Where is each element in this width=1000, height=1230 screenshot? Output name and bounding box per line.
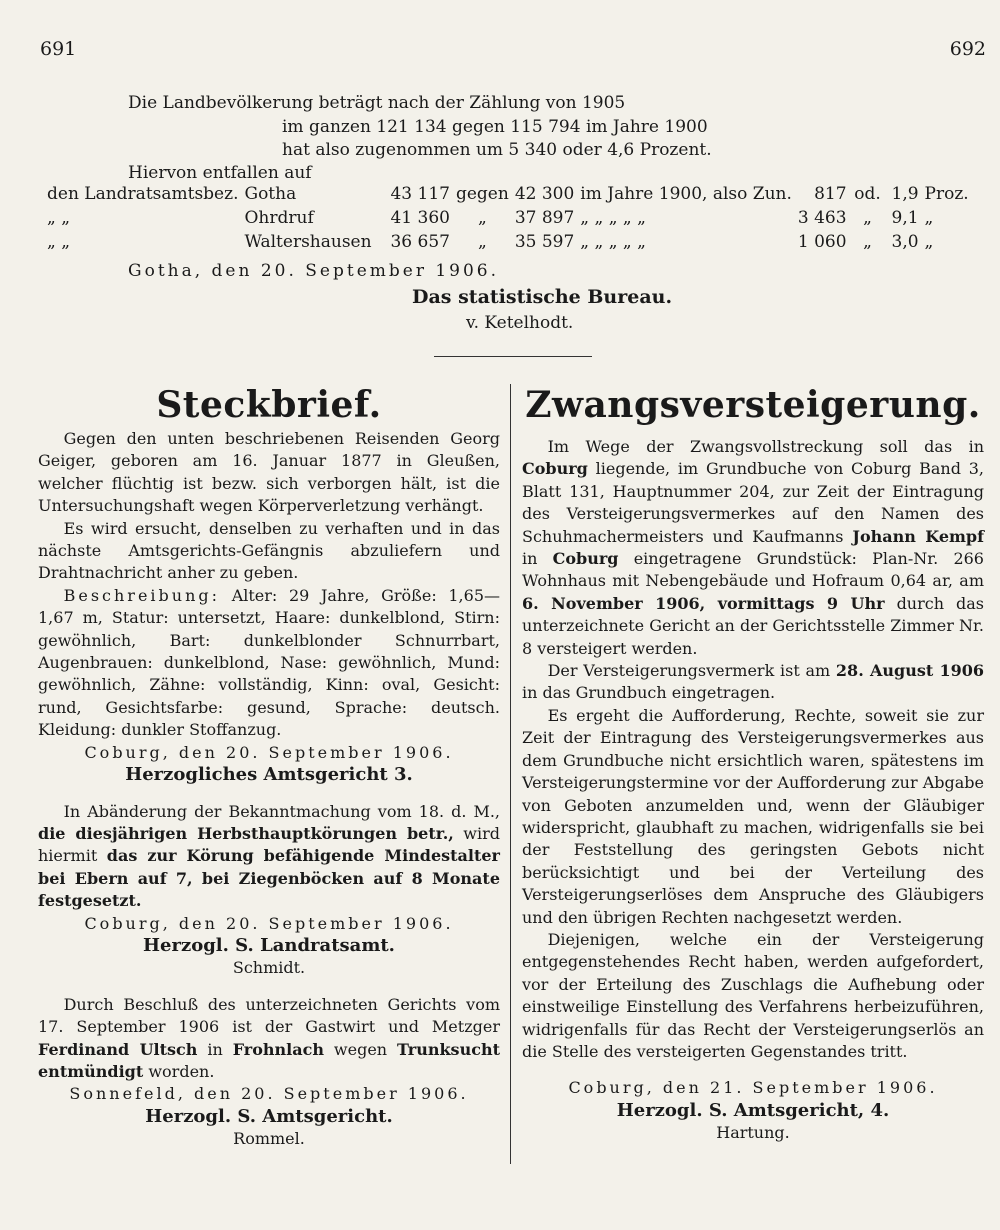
paragraph: [38, 585, 500, 742]
text-bold: Johann Kempf: [852, 526, 984, 546]
page-number-right: 692: [949, 38, 986, 60]
text: wird hiermit: [38, 823, 500, 866]
table-cell: 37 897: [514, 208, 575, 228]
right-title: Zwangsversteigerung.: [525, 384, 981, 426]
text-bold: 28. August 1906: [835, 661, 984, 681]
table-cell: „ „: [47, 208, 71, 228]
paragraph: [522, 436, 984, 660]
paragraph: Es ergeht die Aufforderung, Rechte, soweit sie zur Zeit der Eintragung des Versteigerungsvermerkes aus dem Grundbuche nicht ersichtlich waren, spätestens im Versteigerungstermine vor der Aufforderung zur Abgabe von Geboten anzumelden und, wenn der Gläubiger widerspricht, glaubhaft zu machen, widrigenfalls sie bei der Feststellung des geringsten Gebots nicht berücksichtigt und bei der Verteilung des Versteigerungserlöses dem Anspruche des Gläubigers und den übrigen Rechten nachgesetzt werden.: [522, 705, 984, 927]
text-bold: Trunksucht entmündigt: [38, 1039, 500, 1081]
right-column: [522, 382, 984, 1145]
table-cell: „ „ „ „ „: [580, 232, 646, 252]
place-date: Coburg, den 20. September 1906.: [84, 913, 454, 933]
stat-place-date: Gotha, den 20. September 1906.: [128, 261, 500, 281]
table-row: [44, 230, 972, 254]
text: eingetragene Grundstück: Plan-Nr. 266 Wohnhaus mit Nebengebäude und Hofraum 0,64 ar, am: [522, 549, 984, 591]
text-bold: 6. November 1906, vormittags 9 Uhr: [522, 593, 885, 613]
stat-name: v. Ketelhodt.: [466, 313, 574, 333]
text: Durch Beschluß des unterzeichneten Gerichts vom 17. September 1906 ist der Gastwirt und Metzger: [38, 994, 500, 1037]
signature: Herzogl. S. Amtsgericht, 4.: [616, 1099, 890, 1121]
text-bold: Coburg: [522, 459, 588, 479]
table-cell: Ohrdruf: [244, 208, 314, 228]
text: liegende, im Grundbuche von Coburg Band 3, Blatt 131, Hauptnummer 204, zur Zeit der Eintragung des Versteigerungsvermerkes auf den Namen des Schuhmachermeisters und Kaufmanns: [522, 459, 985, 546]
column-divider: [510, 384, 511, 1164]
signature: Herzogl. S. Landratsamt.: [143, 934, 395, 956]
table-cell: 9,1: [891, 208, 919, 228]
table-cell: „ „ „ „ „: [580, 208, 646, 228]
signatory-name: Rommel.: [233, 1129, 305, 1149]
stat-line-1: Die Landbevölkerung beträgt nach der Zählung von 1905: [128, 93, 626, 113]
paragraph: [522, 660, 984, 705]
table-cell: 1 060: [797, 232, 847, 252]
place-date: Sonnefeld, den 20. September 1906.: [69, 1084, 469, 1104]
paragraph: [38, 994, 500, 1084]
stat-line-2: im ganzen 121 134 gegen 115 794 im Jahre 1900: [282, 117, 708, 137]
text: in: [522, 549, 538, 569]
table-cell: im Jahre 1900, also Zun.: [580, 184, 792, 204]
table-cell: 43 117: [390, 184, 450, 204]
paragraph: Diejenigen, welche ein der Versteigerung entgegenstehendes Recht haben, werden aufgefordert, vor der Erteilung des Zuschlags die Aufhebung oder einstweilige Einstellung des Verfahrens herbeizuführen, widrigenfalls für das Recht der Versteigerungserlös an die Stelle des versteigerten Gegenstandes tritt.: [522, 929, 984, 1061]
table-cell: 3 463: [797, 208, 847, 228]
text: durch das unterzeichnete Gericht an der Gerichtsstelle Zimmer Nr. 8 versteigert werden.: [522, 593, 985, 658]
paragraph: [38, 801, 500, 913]
table-cell: Gotha: [244, 184, 297, 204]
text: In Abänderung der Bekanntmachung vom 18. d. M.,: [63, 801, 500, 821]
table-cell: „ „: [47, 232, 71, 252]
text-bold: die diesjährigen Herbsthauptkörungen betr.,: [38, 823, 454, 843]
signature: Herzogliches Amtsgericht 3.: [125, 764, 413, 786]
place-date: Coburg, den 20. September 1906.: [84, 742, 454, 762]
signature: Herzogl. S. Amtsgericht.: [145, 1105, 393, 1127]
table-cell: „: [863, 232, 872, 252]
text-bold: Ferdinand Ultsch: [38, 1039, 198, 1059]
table-cell: gegen: [455, 184, 509, 204]
page-number-left: 691: [40, 38, 77, 60]
table-cell: Proz.: [924, 184, 969, 204]
table-cell: „: [863, 208, 872, 228]
table-row: [44, 206, 972, 230]
table-cell: od.: [854, 184, 881, 204]
table-cell: 36 657: [390, 232, 450, 252]
left-title: Steckbrief.: [156, 384, 382, 426]
text: in: [207, 1039, 223, 1059]
table-cell: Waltershausen: [244, 232, 372, 252]
text: Alter: 29 Jahre, Größe: 1,65—1,67 m, Statur: untersetzt, Haare: dunkelblond, Stirn: gewöhnlich, Bart: dunkelblonder Schnurrbart, Augenbrauen: dunkelblond, Nase: gewöhnlich, Mund: gewöhnlich, Zähne: vollständig, Kinn: oval, Gesicht: rund, Gesichtsfarbe: gesund, Sprache: deutsch. Kleidung: dunkler Stoffanzug.: [38, 585, 500, 740]
stat-line-4: Hiervon entfallen auf: [128, 163, 312, 183]
table-row: [44, 182, 972, 206]
text: Im Wege der Zwangsvollstreckung soll das in: [547, 437, 984, 456]
text: in das Grundbuch eingetragen.: [522, 683, 776, 703]
table-cell: „: [477, 232, 487, 252]
text: wegen: [333, 1039, 388, 1059]
population-table: [44, 182, 972, 254]
label: Beschreibung:: [63, 585, 221, 605]
left-column: [38, 382, 500, 1151]
paragraph: Es wird ersucht, denselben zu verhaften und in das nächste Amtsgerichts-Gefängnis abzuliefern und Drahtnachricht anher zu geben.: [38, 518, 500, 583]
stat-office-signature: Das statistische Bureau.: [412, 286, 673, 308]
table-cell: 817: [814, 184, 847, 204]
text: Der Versteigerungsvermerk ist am: [547, 661, 831, 681]
stat-line-3: hat also zugenommen um 5 340 oder 4,6 Prozent.: [282, 140, 712, 160]
table-cell: 3,0: [891, 232, 919, 252]
text-bold: Frohnlach: [232, 1039, 324, 1059]
table-cell: „: [924, 208, 934, 228]
place-date: Coburg, den 21. September 1906.: [568, 1078, 938, 1098]
text-bold: Coburg: [552, 549, 619, 569]
table-cell: den Landratsamtsbez.: [47, 184, 239, 204]
table-cell: 41 360: [390, 208, 450, 228]
table-cell: „: [477, 208, 487, 228]
text: worden.: [148, 1061, 215, 1081]
text-bold: das zur Körung befähigende Mindestalter bei Ebern auf 7, bei Ziegenböcken auf 8 Monate festgesetzt.: [38, 846, 500, 911]
paragraph: Gegen den unten beschriebenen Reisenden Georg Geiger, geboren am 16. Januar 1877 in Gleußen, welcher flüchtig ist bezw. sich verborgen hält, ist die Untersuchungshaft wegen Körperverletzung verhängt.: [38, 429, 500, 516]
table-cell: 1,9: [891, 184, 919, 204]
signatory-name: Hartung.: [716, 1123, 790, 1143]
divider: [434, 356, 592, 357]
table-cell: 35 597: [514, 232, 575, 252]
signatory-name: Schmidt.: [232, 958, 306, 978]
table-cell: „: [924, 232, 934, 252]
table-cell: 42 300: [514, 184, 575, 204]
